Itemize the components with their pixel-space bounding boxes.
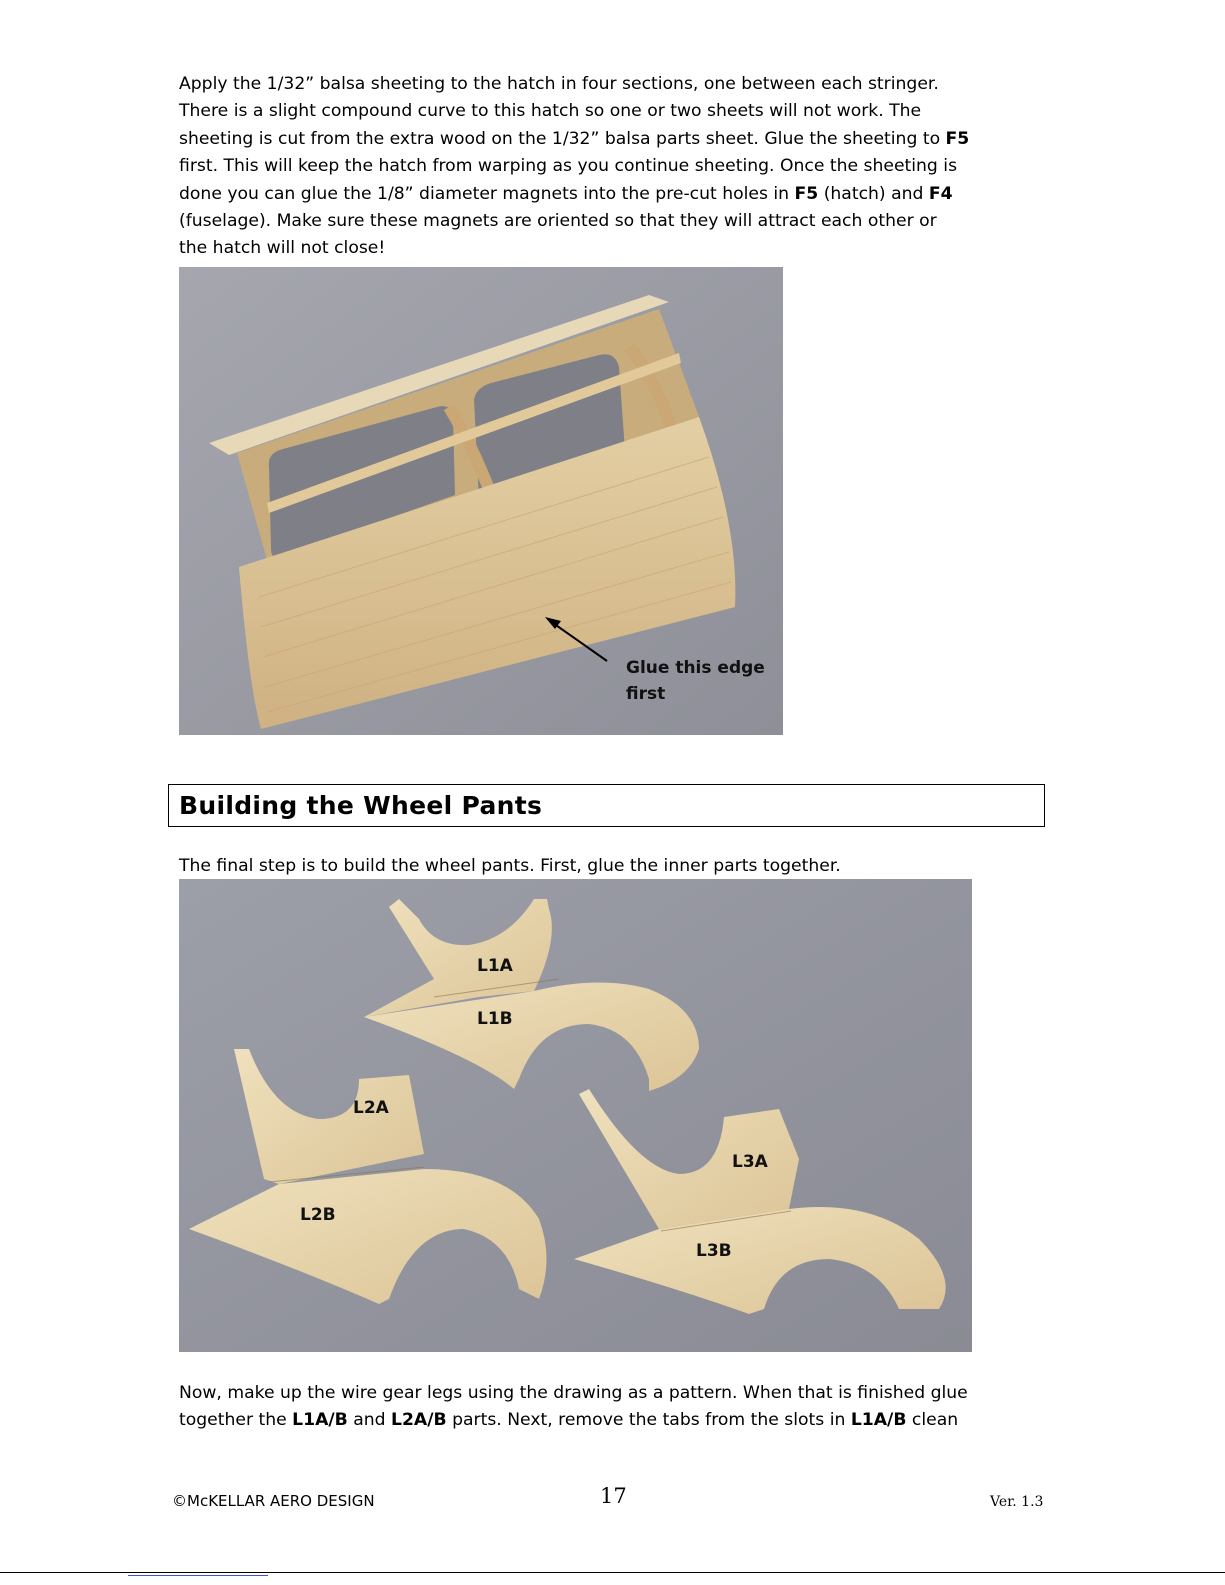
gear-legs-paragraph	[179, 1380, 1039, 1435]
page-number: 17	[600, 1484, 627, 1508]
wheel-pants-photo	[179, 879, 972, 1352]
page-bottom-rule	[0, 1572, 1225, 1573]
intro-line-5: done you can glue the 1/8” diameter magnets into the pre-cut holes in F5 (hatch) and F4	[179, 183, 953, 204]
gear-legs-line-2: together the L1A/B and L2A/B parts. Next, remove the tabs from the slots in L1A/B clean	[179, 1410, 959, 1431]
part-ref-l1ab: L1A/B	[850, 1410, 907, 1431]
footer-copyright: ©McKELLAR AERO DESIGN	[172, 1492, 375, 1510]
label-l1b: L1B	[477, 1009, 513, 1029]
part-ref-f4: F4	[928, 183, 953, 204]
part-ref-l1ab: L1A/B	[292, 1410, 348, 1431]
label-l2b: L2B	[300, 1205, 336, 1225]
section-title: Building the Wheel Pants	[179, 791, 543, 820]
intro-line-7: the hatch will not close!	[179, 238, 386, 259]
intro-paragraph	[179, 71, 1039, 263]
label-l2a: L2A	[353, 1098, 389, 1118]
callout-line-2: first	[626, 684, 666, 704]
page-bottom-link-underline	[128, 1575, 268, 1576]
wheel-pants-intro-line: The final step is to build the wheel pants. First, glue the inner parts together.	[179, 856, 841, 876]
part-ref-l2ab: L2A/B	[391, 1410, 447, 1431]
intro-line-4: first. This will keep the hatch from warping as you continue sheeting. Once the sheeting is	[179, 156, 958, 177]
glue-edge-callout	[626, 655, 765, 707]
gear-legs-line-1: Now, make up the wire gear legs using the drawing as a pattern. When that is finished glue	[179, 1383, 968, 1403]
intro-line-1: Apply the 1/32” balsa sheeting to the hatch in four sections, one between each stringer.	[179, 74, 939, 94]
section-heading-box	[168, 784, 1045, 827]
intro-line-2: There is a slight compound curve to this hatch so one or two sheets will not work. The	[179, 101, 922, 122]
label-l3b: L3B	[696, 1241, 732, 1261]
version-label: Ver. 1.3	[990, 1494, 1044, 1510]
wheel-pants-photo-graphic	[179, 879, 972, 1352]
callout-line-1: Glue this edge	[626, 658, 765, 678]
part-ref-f5: F5	[794, 183, 819, 204]
intro-line-6: (fuselage). Make sure these magnets are oriented so that they will attract each other or	[179, 211, 937, 232]
intro-line-3: sheeting is cut from the extra wood on the 1/32” balsa parts sheet. Glue the sheeting to F5	[179, 128, 970, 149]
part-ref-f5: F5	[945, 128, 970, 149]
label-l3a: L3A	[732, 1152, 768, 1172]
label-l1a: L1A	[477, 956, 513, 976]
wheel-pants-intro	[179, 853, 1039, 880]
